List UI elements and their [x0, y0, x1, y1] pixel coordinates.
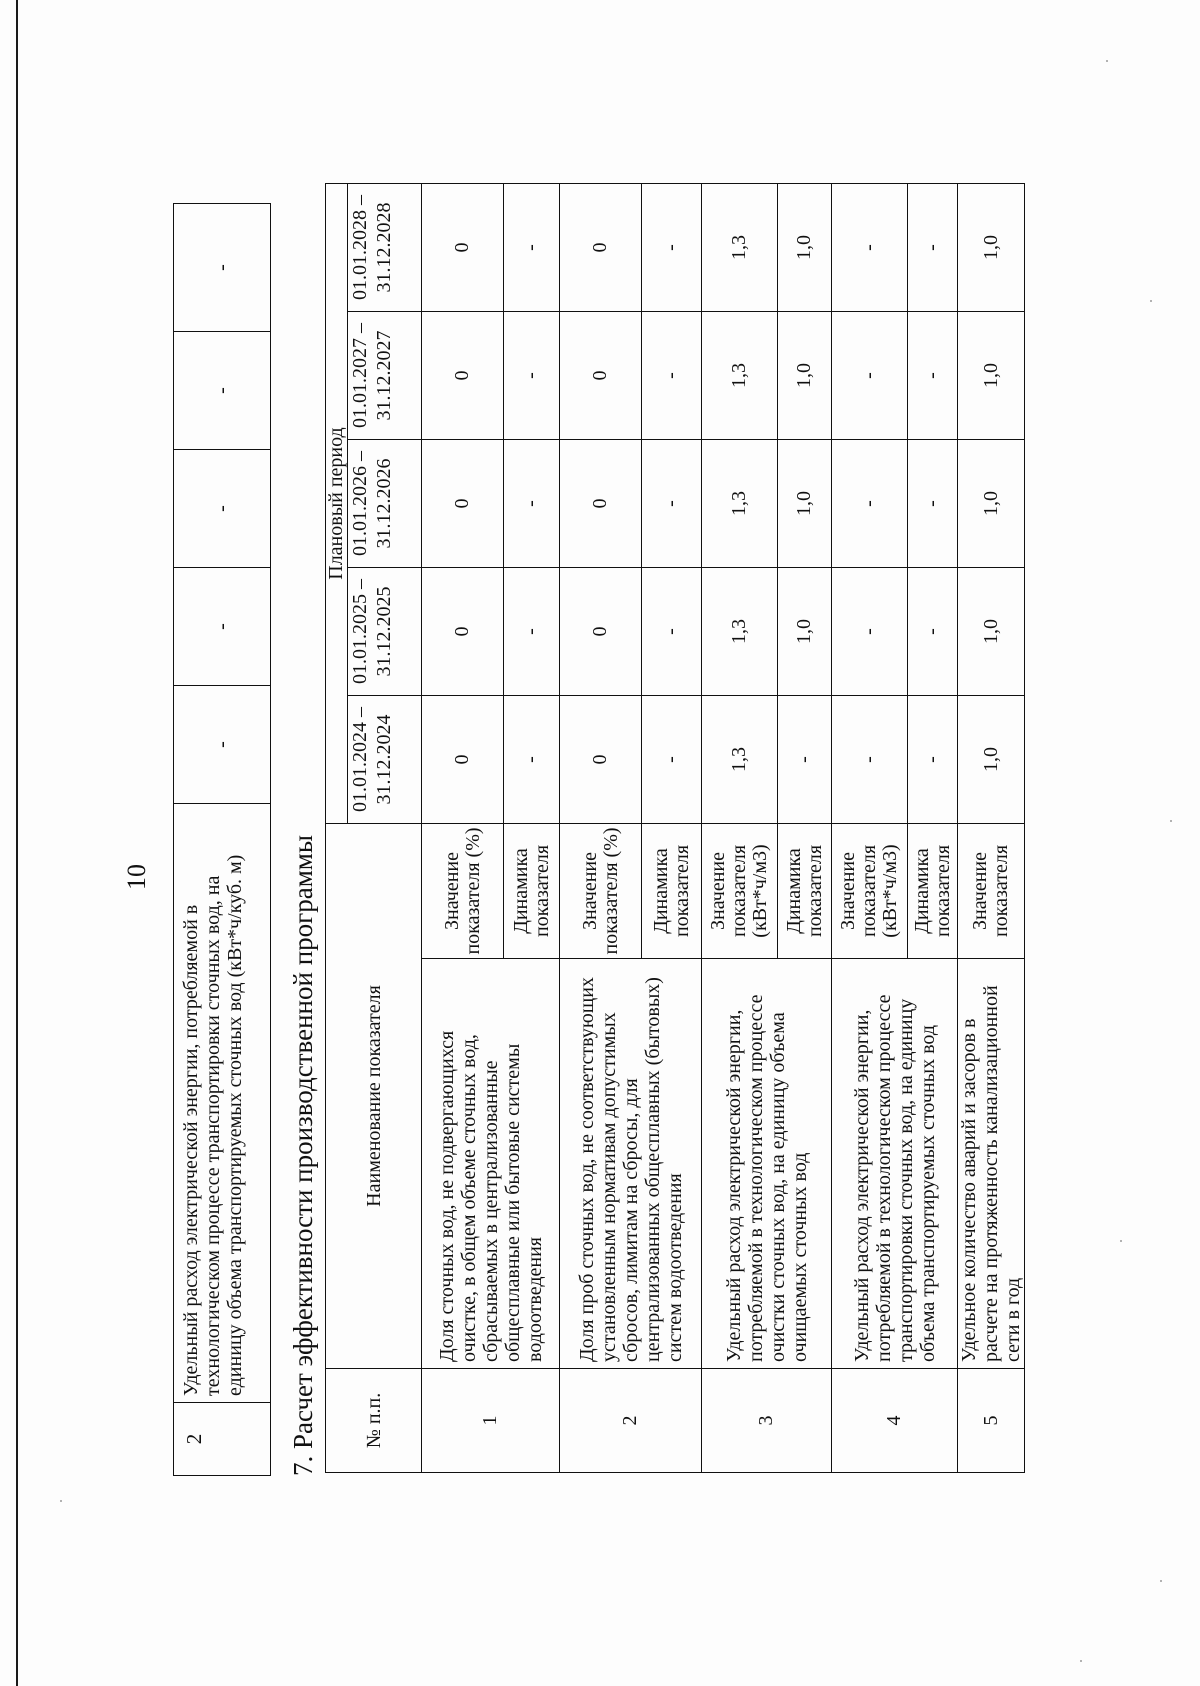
value-cell: 1,0 — [958, 312, 1025, 440]
value-cell: 1,0 — [958, 696, 1025, 824]
dynamics-cell: - — [642, 696, 702, 824]
top-table — [173, 203, 271, 1476]
value-cell: - — [174, 204, 271, 332]
value-cell: - — [174, 568, 271, 686]
dynamics-cell: - — [908, 696, 958, 824]
dynamics-cell: - — [908, 184, 958, 312]
value-cell: - — [832, 184, 908, 312]
dynamics-label: Динамика показателя — [778, 824, 832, 959]
indicator-name: Доля проб сточных вод, не соответствующих установленным нормативам допустимых сбросов, лимитам на сбросы, для централизованных общесплавных (бытовых) систем водоотведения — [560, 959, 702, 1369]
value-cell: - — [174, 332, 271, 450]
dynamics-cell: - — [642, 440, 702, 568]
table-row — [422, 184, 504, 1473]
row-number: 3 — [702, 1369, 832, 1473]
planning-period-header: Плановый период — [326, 184, 348, 824]
value-cell: 0 — [422, 440, 504, 568]
value-cell: 1,0 — [958, 568, 1025, 696]
dynamics-cell: - — [504, 312, 560, 440]
value-cell: 0 — [560, 184, 642, 312]
value-cell: 0 — [560, 696, 642, 824]
value-cell: 1,0 — [958, 440, 1025, 568]
value-cell: 0 — [560, 568, 642, 696]
efficiency-table — [325, 183, 1025, 1473]
period-header: 01.01.2025 – 31.12.2025 — [348, 568, 422, 696]
indicator-name: Удельный расход электрической энергии, потребляемой в технологическом процессе транспортировки сточных вод, на единицу объема транспортируемых сточных вод (кВт*ч/куб. м) — [174, 804, 271, 1403]
value-label: Значение показателя (%) — [422, 824, 504, 959]
value-label: Значение показателя (кВт*ч/м3) — [702, 824, 778, 959]
value-label: Значение показателя — [958, 824, 1025, 959]
value-cell: 0 — [560, 440, 642, 568]
dynamics-cell: - — [504, 184, 560, 312]
value-cell: - — [174, 686, 271, 804]
table-header-row — [326, 184, 348, 1473]
value-label: Значение показателя (кВт*ч/м3) — [832, 824, 908, 959]
period-header: 01.01.2026 – 31.12.2026 — [348, 440, 422, 568]
value-cell: 1,0 — [958, 184, 1025, 312]
value-cell: 1,3 — [702, 440, 778, 568]
dynamics-cell: 1,0 — [778, 568, 832, 696]
value-cell: 0 — [560, 312, 642, 440]
value-cell: - — [832, 696, 908, 824]
dynamics-cell: 1,0 — [778, 312, 832, 440]
row-number: 4 — [832, 1369, 958, 1473]
dynamics-label: Динамика показателя — [908, 824, 958, 959]
dynamics-cell: - — [908, 568, 958, 696]
period-header: 01.01.2028 – 31.12.2028 — [348, 184, 422, 312]
indicator-name-header: Наименование показателя — [326, 824, 422, 1369]
dynamics-cell: - — [504, 696, 560, 824]
dynamics-cell: - — [642, 184, 702, 312]
value-cell: 1,3 — [702, 696, 778, 824]
value-cell: - — [174, 450, 271, 568]
row-number: 2 — [560, 1369, 702, 1473]
dynamics-label: Динамика показателя — [642, 824, 702, 959]
dynamics-cell: 1,0 — [778, 440, 832, 568]
value-label: Значение показателя (%) — [560, 824, 642, 959]
page-number: 10 — [122, 864, 151, 890]
row-number: 5 — [958, 1369, 1025, 1473]
dynamics-label: Динамика показателя — [504, 824, 560, 959]
table-row — [832, 184, 908, 1473]
value-cell: 1,3 — [702, 184, 778, 312]
row-number: 1 — [422, 1369, 560, 1473]
number-header: № п.п. — [326, 1369, 422, 1473]
indicator-name: Удельное количество аварий и засоров в расчете на протяженность канализационной сети в год — [958, 959, 1025, 1369]
value-cell: - — [832, 312, 908, 440]
period-header: 01.01.2027 – 31.12.2027 — [348, 312, 422, 440]
dynamics-cell: - — [778, 696, 832, 824]
table-row — [560, 184, 642, 1473]
value-cell: 0 — [422, 184, 504, 312]
indicator-name: Удельный расход электрической энергии, потребляемой в технологическом процессе очистки сточных вод, на единицу объема очищаемых сточных вод — [702, 959, 832, 1369]
value-cell: 0 — [422, 696, 504, 824]
value-cell: 0 — [422, 568, 504, 696]
indicator-name: Доля сточных вод, не подвергающихся очистке, в общем объеме сточных вод, сбрасываемых в централизованные общесплавные или бытовые системы водоотведения — [422, 959, 560, 1369]
dynamics-cell: - — [908, 312, 958, 440]
value-cell: 1,3 — [702, 568, 778, 696]
period-header: 01.01.2024 – 31.12.2024 — [348, 696, 422, 824]
dynamics-cell: - — [642, 568, 702, 696]
value-cell: 1,3 — [702, 312, 778, 440]
dynamics-cell: - — [504, 568, 560, 696]
dynamics-cell: - — [504, 440, 560, 568]
dynamics-cell: 1,0 — [778, 184, 832, 312]
table-row — [958, 184, 1025, 1473]
table-row — [174, 204, 271, 1476]
value-cell: 0 — [422, 312, 504, 440]
dynamics-cell: - — [642, 312, 702, 440]
value-cell: - — [832, 568, 908, 696]
value-cell: - — [832, 440, 908, 568]
dynamics-cell: - — [908, 440, 958, 568]
table-row — [702, 184, 778, 1473]
row-number: 2 — [174, 1403, 271, 1476]
section-title: 7. Расчет эффективности производственной программы — [288, 834, 318, 1476]
indicator-name: Удельный расход электрической энергии, потребляемой в технологическом процессе транспортировки сточных вод, на единицу объема транспортируемых сточных вод — [832, 959, 958, 1369]
